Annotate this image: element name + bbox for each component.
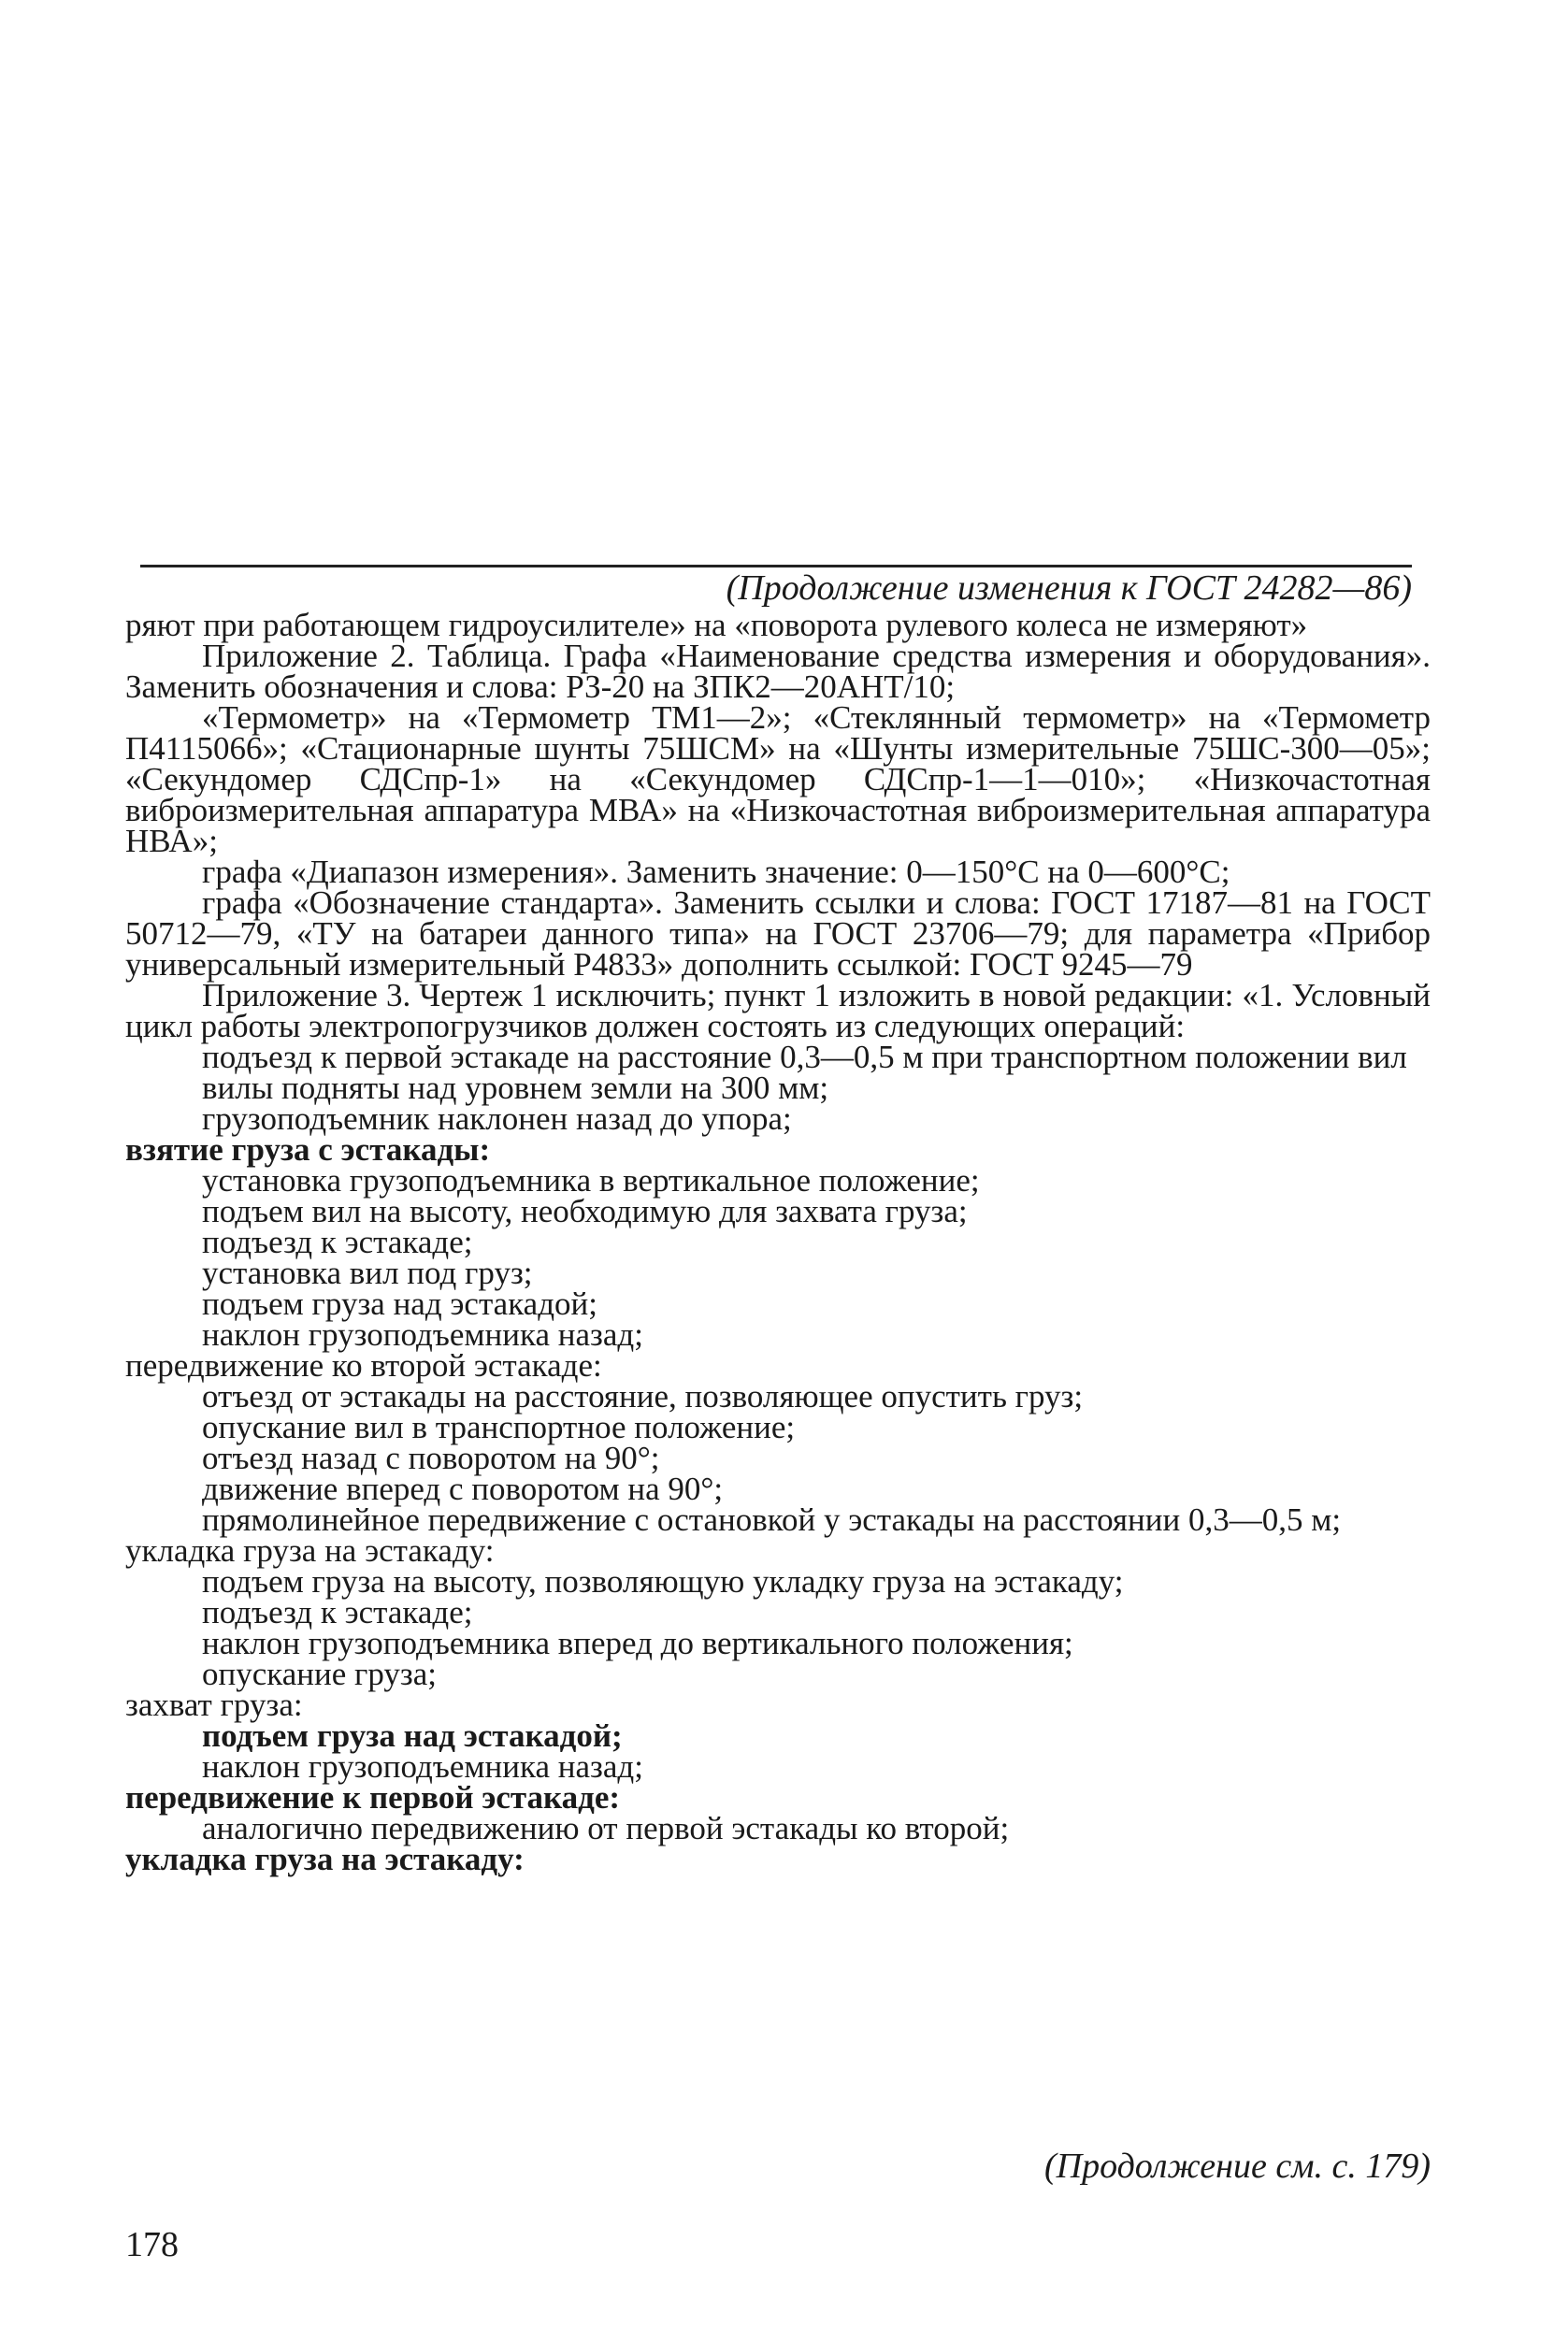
section-heading: укладка груза на эстакаду: (125, 1841, 525, 1877)
list-item: наклон грузоподъемника вперед до вертикального положения; (202, 1625, 1073, 1661)
list-item: установка вил под груз; (202, 1255, 533, 1291)
section-heading: укладка груза на эстакаду: (125, 1532, 495, 1569)
list-item: подъем вил на высоту, необходимую для захвата груза; (202, 1193, 968, 1229)
section-heading: захват груза: (125, 1687, 303, 1723)
paragraph: графа «Обозначение стандарта». Заменить ссылки и слова: ГОСТ 17187—81 на ГОСТ 50712—79, «ТУ на батареи данного типа» на ГОСТ 23706—79; для параметра «Прибор универсальный измерительный Р4833» дополнить ссылкой: ГОСТ 9245—79 (125, 884, 1431, 983)
list-item: отъезд назад с поворотом на 90°; (202, 1440, 660, 1476)
list-item: опускание груза; (202, 1656, 437, 1692)
list-item: подъезд к эстакаде; (202, 1594, 473, 1630)
list-item: подъем груза над эстакадой; (202, 1717, 623, 1754)
list-item: отъезд от эстакады на расстояние, позволяющее опустить груз; (202, 1378, 1084, 1415)
list-item: подъем груза на высоту, позволяющую укладку груза на эстакаду; (202, 1563, 1124, 1600)
continuation-footer: (Продолжение см. с. 179) (1043, 2147, 1431, 2186)
paragraph: «Термометр» на «Термометр ТМ1—2»; «Стеклянный термометр» на «Термометр П4115066»; «Стационарные шунты 75ШСМ» на «Шунты измерительные 75ШС-300—05»; «Секундомер СДСпр-1» на «Секундомер СДСпр-1—1—010»; «Низкочастотная виброизмерительная аппаратура МВА» на «Низкочастотная виброизмерительная аппаратура НВА»; (125, 699, 1431, 859)
paragraph: ряют при работающем гидроусилителе» на «поворота рулевого колеса не измеряют» (125, 607, 1308, 643)
page-number: 178 (125, 2225, 179, 2264)
list-item: грузоподъемник наклонен назад до упора; (202, 1100, 792, 1137)
section-heading: передвижение к первой эстакаде: (125, 1779, 621, 1816)
paragraph: Приложение 3. Чертеж 1 исключить; пункт 1 изложить в новой редакции: «1. Условный цикл работы электропогрузчиков должен состоять из следующих операций: (125, 977, 1431, 1044)
list-item: движение вперед с поворотом на 90°; (202, 1471, 724, 1507)
section-heading: передвижение ко второй эстакаде: (125, 1347, 602, 1384)
list-item: вилы подняты над уровнем земли на 300 мм; (202, 1070, 829, 1106)
list-item: подъем груза над эстакадой; (202, 1285, 597, 1322)
list-item: опускание вил в транспортное положение; (202, 1409, 796, 1445)
list-item: аналогично передвижению от первой эстакады ко второй; (202, 1810, 1010, 1846)
list-item: прямолинейное передвижение с остановкой у эстакады на расстоянии 0,3—0,5 м; (202, 1501, 1342, 1538)
continuation-header: (Продолжение изменения к ГОСТ 24282—86) (726, 568, 1412, 608)
list-item: подъезд к первой эстакаде на расстояние 0,3—0,5 м при транспортном положении вил (202, 1039, 1407, 1075)
list-item: подъезд к эстакаде; (202, 1224, 473, 1260)
list-item: установка грузоподъемника в вертикальное положение; (202, 1162, 980, 1199)
paragraph: Приложение 2. Таблица. Графа «Наименование средства измерения и оборудования». Заменить обозначения и слова: РЗ-20 на ЗПК2—20АНТ/10; (125, 638, 1431, 705)
section-heading: взятие груза с эстакады: (125, 1131, 491, 1168)
list-item: наклон грузоподъемника назад; (202, 1748, 643, 1785)
list-item: наклон грузоподъемника назад; (202, 1316, 643, 1353)
body-text (125, 607, 1431, 1877)
paragraph: графа «Диапазон измерения». Заменить значение: 0—150°С на 0—600°С; (202, 854, 1230, 890)
